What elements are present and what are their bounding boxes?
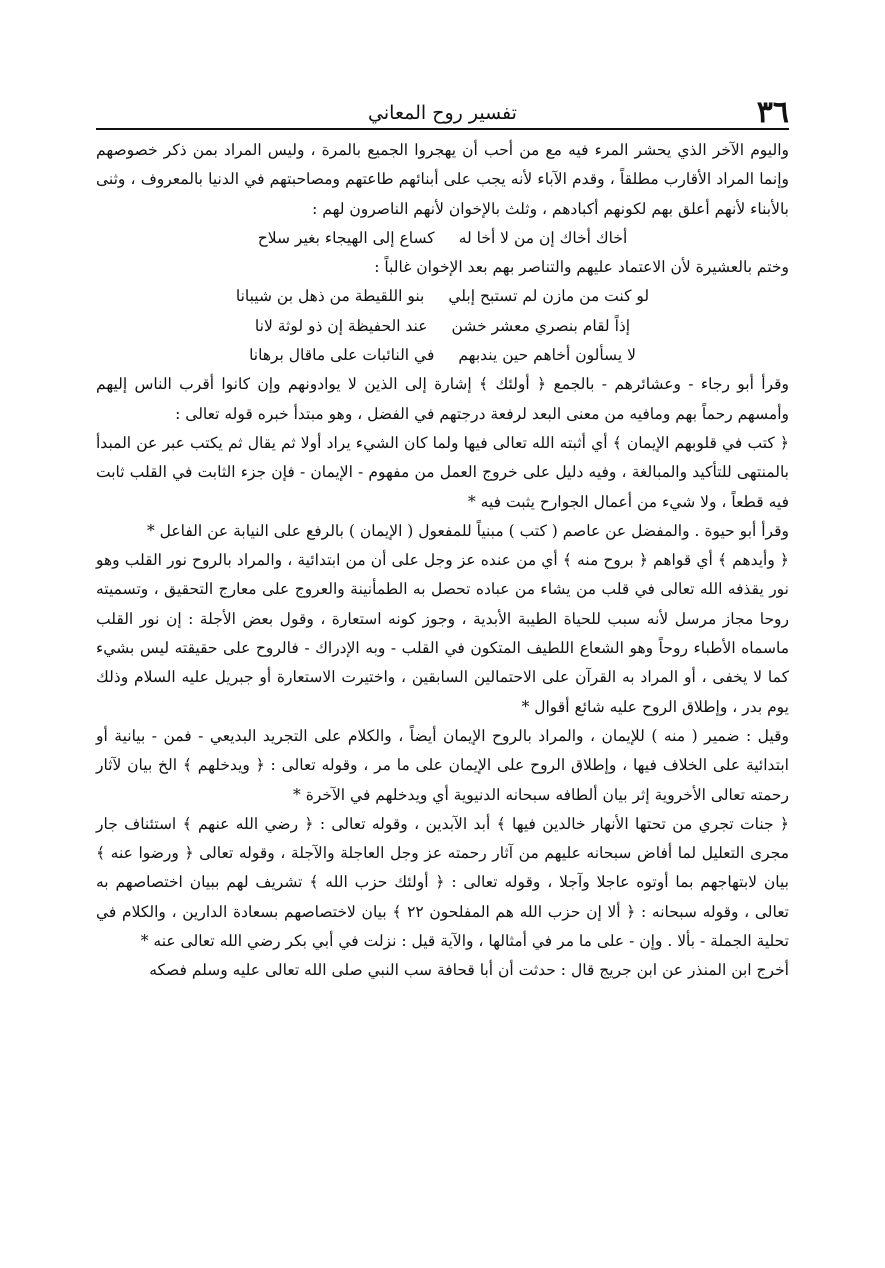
paragraph: ﴿ وأيدهم ﴾ أي قواهم ﴿ بروح منه ﴾ أي من عنده عز وجل على أن من ابتدائية ، والمراد بالروح نور القلب وهو نور يقذفه الله تعالى في قلب من يشاء من عباده تحصل به الطمأنينة والعروج على معارج التحقيق ، وتسميته روحا مجاز مرسل لأنه سبب للحياة الطيبة الأبدية ، وجوز كونه استعارة ، وقول بعض الأجلة : إن نور القلب ماسماه الأطباء روحاً وهو الشعاع اللطيف المتكون في القلب - وبه الإدراك - فالروح على حقيقته ليس بشيء كما لا يخفى ، أو المراد به القرآن على الاحتمالين السابقين ، واختيرت الاستعارة أو جبريل عليه السلام وذلك يوم بدر ، وإطلاق الروح عليه شائع أقوال *	[96, 551, 789, 716]
page-header	[96, 92, 789, 128]
running-title: تفسير روح المعاني	[368, 102, 517, 124]
poem-verse	[96, 282, 789, 311]
header-rule	[96, 128, 789, 130]
paragraph: وقرأ أبو حيوة . والمفضل عن عاصم ( كتب ) مبنياً للمفعول ( الإيمان ) بالرفع على النيابة عن الفاعل *	[146, 521, 789, 540]
poem	[96, 282, 789, 370]
paragraph: ﴿ جنات تجري من تحتها الأنهار خالدين فيها ﴾ أبد الآبدين ، وقوله تعالى : ﴿ رضي الله عنهم ﴾ استئناف جار مجرى التعليل لما أفاض سبحانه عليهم من آثار رحمته عز وجل العاجلة والآجلة ، وقوله تعالى ﴿ ورضوا عنه ﴾ بيان لابتهاجهم بما أوتوه عاجلا وآجلا ، وقوله تعالى : ﴿ أولئك حزب الله ﴾ تشريف لهم ببيان اختصاصهم به تعالى ، وقوله سبحانه : ﴿ ألا إن حزب الله هم المفلحون ٢٢ ﴾ بيان لاختصاصهم بسعادة الدارين ، والكلام في تحلية الجملة - بألا . وإن - على ما مر في أمثالها ، والآية قيل : نزلت في أبي بكر رضي الله تعالى عنه *	[96, 814, 790, 951]
page-number: ٣٦	[756, 95, 789, 130]
paragraph: وقيل : ضمير ( منه ) للإيمان ، والمراد بالروح الإيمان أيضاً ، والكلام على التجريد البديعي - فمن - بيانية أو ابتدائية على الخلاف فيها ، وإطلاق الروح على الإيمان على ما مر ، وقوله تعالى : ﴿ ويدخلهم ﴾ الخ بيان لآثار رحمته تعالى الأخروية إثر بيان ألطافه سبحانه الدنيوية أي ويدخلهم في الآخرة *	[96, 726, 789, 804]
verse-hemistich: لو كنت من مازن لم تستبح إبلي	[448, 287, 650, 306]
poem-verse	[96, 341, 789, 370]
paragraph: وقرأ أبو رجاء - وعشائرهم - بالجمع ﴿ أولئك ﴾ إشارة إلى الذين لا يوادونهم وإن كانوا أقرب الناس إليهم وأمسهم رحماً بهم ومافيه من معنى البعد لرفعة درجتهم في الفضل ، وهو مبتدأ خبره قوله تعالى :	[96, 375, 789, 423]
poem-verse	[96, 312, 789, 341]
paragraph: أخرج ابن المنذر عن ابن جريج قال : حدثت أن أبا قحافة سب النبي صلى الله تعالى عليه وسلم فصكه	[149, 961, 789, 980]
verse-hemistich: لا يسألون أخاهم حين يندبهم	[458, 346, 636, 365]
verse-hemistich: عند الحفيظة إن ذو لوثة لانا	[254, 316, 428, 335]
verse-hemistich: أخاك أخاك إن من لا أخا له	[458, 228, 628, 247]
paragraph: ﴿ كتب في قلوبهم الإيمان ﴾ أي أثبته الله تعالى فيها ولما كان الشيء يراد أولا ثم يقال ثم يكتب عبر عن المبدأ بالمنتهى للتأكيد والمبالغة ، وفيه دليل على خروج العمل من مفهوم - الإيمان - فإن جزء الثابت في القلب ثابت فيه قطعاً ، ولا شيء من أعمال الجوارح يثبت فيه *	[96, 433, 789, 511]
verse-hemistich: إذاً لقام بنصري معشر خشن	[451, 316, 631, 335]
verse-hemistich: في النائبات على ماقال برهانا	[249, 346, 435, 365]
paragraph: واليوم الآخر الذي يحشر المرء فيه مع من أحب أن يهجروا الجميع بالمرة ، وليس المراد بمن ذكر خصوصهم وإنما المراد الأقارب مطلقاً ، وقدم الآباء لأنه يجب على أبنائهم طاعتهم ومصاحبتهم في الدنيا بالمعروف ، وثنى بالأبناء لأنهم أعلق بهم لكونهم أكبادهم ، وثلث بالإخوان لأنهم الناصرون لهم :	[96, 141, 789, 218]
page-body	[96, 136, 789, 986]
paragraph: وختم بالعشيرة لأن الاعتماد عليهم والتناصر بهم بعد الإخوان غالباً :	[374, 258, 789, 277]
poem-verse	[96, 224, 789, 253]
verse-hemistich: بنو اللقيطة من ذهل بن شيبانا	[235, 287, 425, 306]
verse-hemistich: كساع إلى الهيجاء بغير سلاح	[257, 228, 435, 247]
